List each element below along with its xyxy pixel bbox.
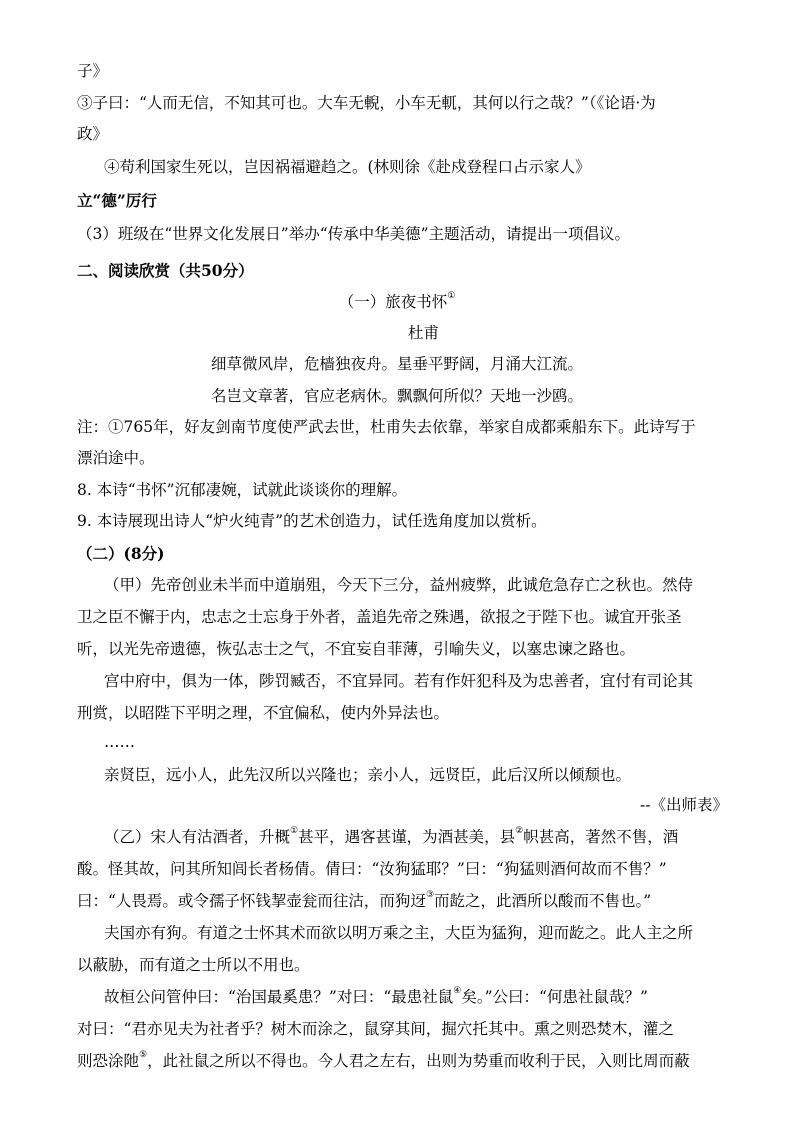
- text-line: 故桓公问管仲曰：“治国最奚患？”对曰：“最患社鼠④矣。”公曰：“何患社鼠哉？”: [104, 986, 648, 1006]
- text-line: 子》: [77, 62, 109, 80]
- text-line: ③子曰：“人而无信，不知其可也。大车无輗，小车无軏，其何以行之哉？”（《论语·为: [77, 94, 656, 112]
- text-line: 对曰：“君亦见夫为社者乎？树木而涂之，鼠穿其间，掘穴托其中。熏之则恐焚木，灌之: [77, 1020, 674, 1038]
- text-line: 听，以光先帝遗德，恢弘志士之气，不宜妄自菲薄，引喻失义，以塞忠谏之路也。: [77, 640, 636, 658]
- footnote-mark: ⑤: [139, 1050, 148, 1060]
- text-line: 则恐涂阤⑤，此社鼠之所以不得也。今人君之左右，出则为势重而收利于民，入则比周而蔽: [77, 1050, 690, 1070]
- footnote-mark: ④: [453, 986, 462, 996]
- text-line: 酸。怪其故，问其所知闾长者杨倩。倩曰：“汝狗猛耶？”曰：“狗猛则酒何故而不售？”: [77, 860, 667, 878]
- poem-author: 杜甫: [408, 324, 440, 342]
- poem-line: 细草微风岸，危樯独夜舟。星垂平野阔，月涌大江流。: [210, 355, 583, 373]
- poem-note: 漂泊途中。: [77, 449, 155, 467]
- text-line: 曰：“人畏焉。或令孺子怀钱挈壶瓮而往沽，而狗迓③而龁之，此酒所以酸而不售也。”: [77, 890, 652, 910]
- poem-note: 注：①765年，好友剑南节度使严武去世，杜甫失去依靠，举家自成都乘船东下。此诗写于: [77, 418, 696, 436]
- text-line: 亲贤臣，远小人，此先汉所以兴隆也；亲小人，远贤臣，此后汉所以倾颓也。: [104, 766, 632, 784]
- section-heading: （二）(8分): [77, 544, 165, 563]
- text-line: 夫国亦有狗。有道之士怀其术而欲以明万乘之主，大臣为猛狗，迎而龁之。此人主之所: [104, 924, 694, 942]
- source-citation: --《出师表》: [640, 796, 728, 814]
- poem-title: （一）旅夜书怀①: [338, 291, 456, 311]
- text-line: （乙）宋人有沽酒者，升概①甚平，遇客甚谨，为酒甚美，县②帜甚高，著然不售，酒: [104, 826, 679, 846]
- text-line: 政》: [77, 125, 109, 143]
- question-3: （3）班级在“世界文化发展日”举办“传承中华美德”主题活动，请提出一项倡议。: [77, 225, 631, 243]
- text-line: 刑赏，以昭陛下平明之理，不宜偏私，使内外异法也。: [77, 704, 450, 722]
- text-line: 以蔽胁，而有道之士所以不用也。: [77, 956, 310, 974]
- footnote-mark: ②: [515, 826, 524, 836]
- text-line: ④苟利国家生死以，岂因祸福避趋之。(林则徐《赴戍登程口占示家人》: [104, 158, 591, 176]
- question-9: 9. 本诗展现出诗人“炉火纯青”的艺术创造力，试任选角度加以赏析。: [77, 512, 547, 530]
- text-line: 宫中府中，俱为一体，陟罚臧否，不宜异同。若有作奸犯科及为忠善者，宜付有司论其: [104, 672, 694, 690]
- poem-line: 名岂文章著，官应老病休。飘飘何所似？天地一沙鸥。: [210, 387, 583, 405]
- ellipsis: ……: [104, 733, 135, 751]
- section-heading: 立“德”厉行: [77, 191, 157, 210]
- question-8: 8. 本诗“书怀”沉郁凄婉，试就此谈谈你的理解。: [77, 481, 408, 499]
- section-heading: 二、阅读欣赏（共50分）: [77, 261, 254, 280]
- text-line: （甲）先帝创业未半而中道崩殂，今天下三分，益州疲弊，此诚危急存亡之秋也。然侍: [104, 576, 694, 594]
- footnote-mark: ③: [425, 890, 435, 900]
- footnote-mark: ①: [290, 826, 299, 836]
- text-line: 卫之臣不懈于内，忠志之士忘身于外者，盖追先帝之殊遇，欲报之于陛下也。诚宜开张圣: [77, 608, 682, 626]
